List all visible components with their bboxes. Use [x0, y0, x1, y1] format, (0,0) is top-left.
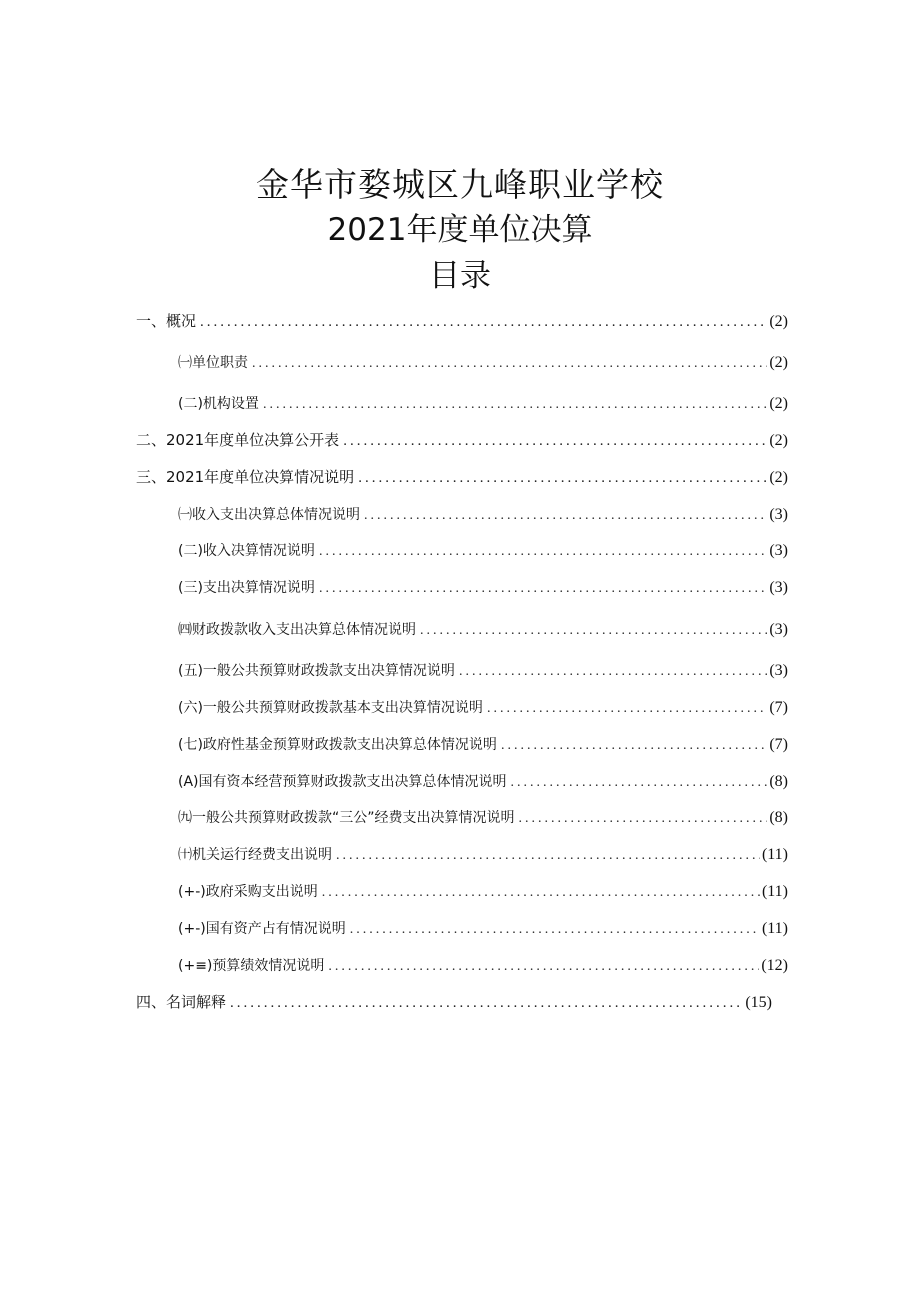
toc-dot-leader	[358, 470, 767, 487]
toc-page-number: (15)	[745, 994, 772, 1011]
toc-dot-leader	[319, 581, 767, 597]
toc-entry-label: (三)支出决算情况说明	[178, 580, 315, 596]
toc-dot-leader	[200, 314, 767, 331]
toc-dot-leader	[459, 664, 767, 680]
document-title: 金华市婺城区九峰职业学校	[256, 165, 664, 204]
toc-page-number: (11)	[761, 920, 788, 937]
toc-entry-glossary[interactable]	[136, 991, 772, 1015]
toc-entry-label: (+-)国有资产占有情况说明	[178, 921, 346, 937]
toc-dot-leader	[487, 701, 767, 717]
toc-page-number: (3)	[769, 506, 788, 523]
document-subtitle: 2021年度单位决算	[327, 212, 593, 248]
toc-heading: 目录	[429, 258, 491, 294]
toc-page-number: (2)	[769, 432, 788, 449]
toc-entry-label: (五)一般公共预算财政拨款支出决算情况说明	[178, 663, 455, 679]
toc-entry-label: (A)国有资本经营预算财政拨款支出决算总体情况说明	[178, 774, 507, 790]
toc-page-number: (3)	[769, 621, 788, 638]
toc-dot-leader	[364, 508, 767, 524]
toc-page-number: (11)	[761, 883, 788, 900]
toc-page-number: (2)	[769, 354, 788, 371]
toc-entry-overview[interactable]	[136, 310, 788, 334]
toc-entry-state-assets[interactable]	[178, 918, 788, 942]
document-title-block	[0, 162, 920, 298]
toc-entry-label: (六)一般公共预算财政拨款基本支出决算情况说明	[178, 700, 483, 716]
toc-dot-leader	[230, 995, 743, 1012]
toc-entry-label: 四、名词解释	[136, 993, 227, 1011]
toc-entry-explanation[interactable]	[136, 466, 788, 490]
toc-page-number: (2)	[769, 313, 788, 330]
toc-page-number: (12)	[761, 957, 788, 974]
toc-entry-operating-expense[interactable]	[178, 844, 788, 868]
toc-dot-leader	[319, 544, 767, 560]
toc-entry-procurement[interactable]	[178, 881, 788, 905]
toc-entry-label: ㈩机关运行经费支出说明	[178, 847, 332, 863]
toc-entry-government-fund[interactable]	[178, 734, 788, 758]
toc-dot-leader	[519, 811, 768, 827]
toc-entry-label: 三、2021年度单位决算情况说明	[136, 468, 355, 486]
toc-entry-public-tables[interactable]	[136, 429, 788, 453]
toc-entry-label: (二)机构设置	[178, 396, 259, 412]
toc-entry-label: ㈠收入支出决算总体情况说明	[178, 507, 360, 523]
toc-page-number: (7)	[769, 736, 788, 753]
toc-entry-fiscal-allocation[interactable]	[178, 619, 788, 643]
toc-entry-label: (二)收入决算情况说明	[178, 543, 315, 559]
toc-page-number: (3)	[769, 579, 788, 596]
toc-entry-label: (七)政府性基金预算财政拨款支出决算总体情况说明	[178, 737, 497, 753]
toc-page-number: (3)	[769, 542, 788, 559]
toc-dot-leader	[511, 775, 768, 791]
toc-page-number: (3)	[769, 662, 788, 679]
toc-page-number: (8)	[769, 809, 788, 826]
toc-dot-leader	[263, 397, 767, 413]
toc-page-number: (7)	[769, 699, 788, 716]
toc-page-number: (2)	[769, 395, 788, 412]
toc-page-number: (8)	[769, 773, 788, 790]
toc-dot-leader	[343, 433, 767, 450]
toc-entry-org-setup[interactable]	[178, 393, 788, 417]
toc-entry-performance[interactable]	[178, 955, 788, 979]
toc-dot-leader	[336, 848, 760, 864]
toc-entry-income[interactable]	[178, 540, 788, 564]
toc-dot-leader	[420, 623, 767, 639]
toc-entry-label: 二、2021年度单位决算公开表	[136, 431, 340, 449]
toc-dot-leader	[322, 885, 760, 901]
toc-entry-three-public[interactable]	[178, 807, 788, 831]
toc-entry-label: ㈣财政拨款收入支出决算总体情况说明	[178, 622, 416, 638]
toc-page-number: (2)	[769, 469, 788, 486]
toc-entry-label: (+≡)预算绩效情况说明	[178, 958, 325, 974]
toc-page-number: (11)	[761, 846, 788, 863]
toc-entry-unit-duties[interactable]	[178, 352, 788, 376]
toc-entry-income-expense-overall[interactable]	[178, 504, 788, 528]
toc-entry-label: ㈨一般公共预算财政拨款“三公”经费支出决算情况说明	[178, 810, 515, 826]
toc-dot-leader	[328, 959, 759, 975]
toc-entry-label: (+-)政府采购支出说明	[178, 884, 318, 900]
toc-entry-state-capital[interactable]	[178, 771, 788, 795]
toc-dot-leader	[350, 922, 760, 938]
toc-dot-leader	[252, 356, 767, 372]
toc-entry-label: 一、概况	[136, 312, 197, 330]
toc-dot-leader	[501, 738, 767, 754]
toc-entry-general-budget[interactable]	[178, 660, 788, 684]
toc-entry-label: ㈠单位职责	[178, 355, 248, 371]
toc-entry-expense[interactable]	[178, 577, 788, 601]
toc-entry-general-budget-basic[interactable]	[178, 697, 788, 721]
